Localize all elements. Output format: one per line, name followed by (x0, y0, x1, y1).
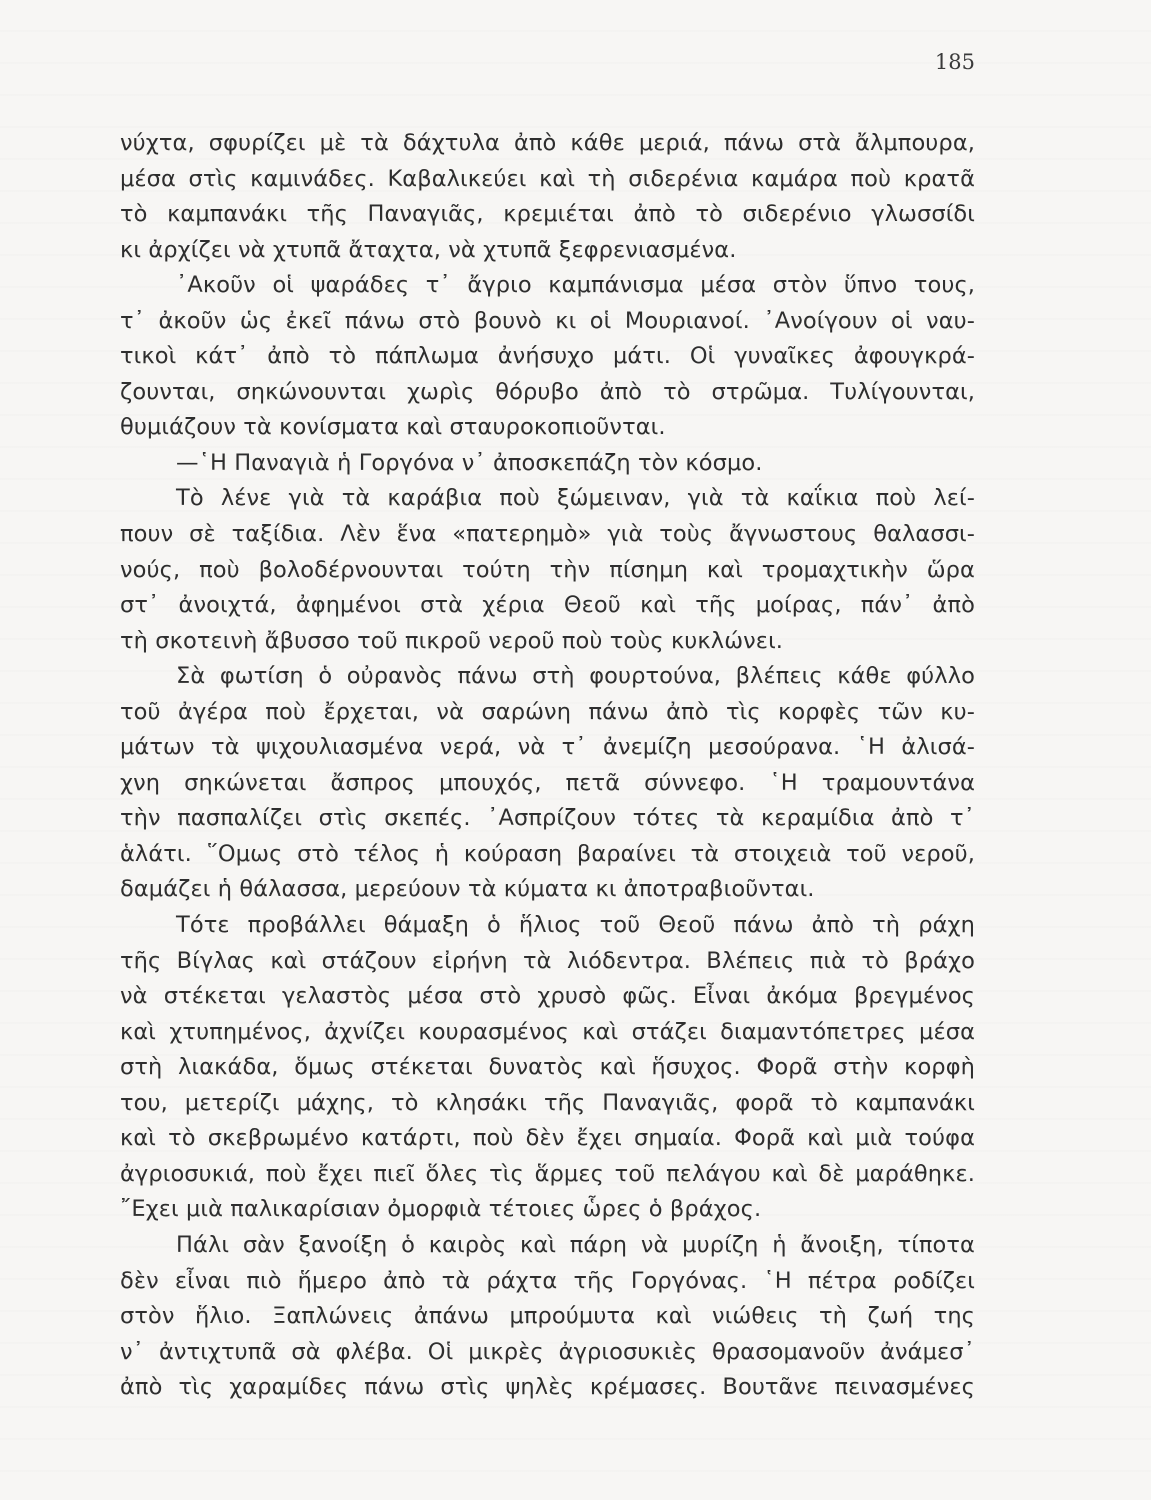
text-line: δὲν εἶναι πιὸ ἥμερο ἀπὸ τὰ ράχτα τῆς Γοργόνας. ῾Η πέτρα ροδίζει (120, 1267, 975, 1294)
text-line: Τότε προβάλλει θάμαξη ὁ ἥλιος τοῦ Θεοῦ πάνω ἀπὸ τὴ ράχη (176, 912, 975, 939)
text-line: νύχτα, σφυρίζει μὲ τὰ δάχτυλα ἀπὸ κάθε μεριά, πάνω στὰ ἄλμπουρα, (120, 130, 975, 156)
text-line: ἀπὸ τὶς χαραμίδες πάνω στὶς ψηλὲς κρέμασες. Βουτᾶνε πεινασμένες (120, 1374, 975, 1401)
text-line: ᾿Ακοῦν οἱ ψαράδες τ᾿ ἄγριο καμπάνισμα μέσα στὸν ὕπνο τους, (176, 272, 975, 299)
text-line: χνη σηκώνεται ἄσπρος μπουχός, πετᾶ σύννεφο. ῾Η τραμουντάνα (120, 769, 975, 796)
text-line: τὴ σκοτεινὴ ἄβυσσο τοῦ πικροῦ νεροῦ ποὺ τοὺς κυκλώνει. (120, 627, 784, 654)
text-line: ῎Εχει μιὰ παλικαρίσιαν ὀμορφιὰ τέτοιες ὧρες ὁ βράχος. (120, 1196, 762, 1223)
text-line: ν᾿ ἀντιχτυπᾶ σὰ φλέβα. Οἱ μικρὲς ἀγριοσυκιὲς θρασομανοῦν ἀνάμεσ᾿ (120, 1338, 975, 1365)
text-line: —῾Η Παναγιὰ ἡ Γοργόνα ν᾿ ἀποσκεπάζη τὸν κόσμο. (176, 449, 763, 476)
text-line: δαμάζει ἡ θάλασσα, μερεύουν τὰ κύματα κι ἀποτραβιοῦνται. (120, 876, 815, 903)
text-line: ἁλάτι. ῞Ομως στὸ τέλος ἡ κούραση βαραίνει τὰ στοιχειὰ τοῦ νεροῦ, (120, 840, 975, 867)
text-line: καὶ τὸ σκεβρωμένο κατάρτι, ποὺ δὲν ἔχει σημαία. Φορᾶ καὶ μιὰ τούφα (120, 1125, 975, 1152)
text-line: μάτων τὰ ψιχουλιασμένα νερά, νὰ τ᾿ ἀνεμίζη μεσούρανα. ῾Η ἀλισά- (120, 734, 975, 761)
text-line: Πάλι σὰν ξανοίξη ὁ καιρὸς καὶ πάρη νὰ μυρίζη ἡ ἄνοιξη, τίποτα (176, 1231, 975, 1258)
text-line: κι ἀρχίζει νὰ χτυπᾶ ἄταχτα, νὰ χτυπᾶ ξεφρενιασμένα. (120, 236, 737, 263)
text-line: καὶ χτυπημένος, ἀχνίζει κουρασμένος καὶ στάζει διαμαντόπετρες μέσα (120, 1018, 975, 1045)
text-line: θυμιάζουν τὰ κονίσματα καὶ σταυροκοπιοῦνται. (120, 414, 666, 441)
text-line: τοῦ ἀγέρα ποὺ ἔρχεται, νὰ σαρώνη πάνω ἀπὸ τὶς κορφὲς τῶν κυ- (120, 698, 975, 725)
text-line: ἀγριοσυκιά, ποὺ ἔχει πιεῖ ὅλες τὶς ἅρμες τοῦ πελάγου καὶ δὲ μαράθηκε. (120, 1160, 975, 1187)
text-line: στ᾿ ἀνοιχτά, ἀφημένοι στὰ χέρια Θεοῦ καὶ τῆς μοίρας, πάν᾿ ἀπὸ (120, 592, 975, 619)
page-number: 185 (934, 50, 975, 74)
text-line: πουν σὲ ταξίδια. Λὲν ἕνα «πατερημὸ» γιὰ τοὺς ἄγνωστους θαλασσι- (120, 521, 975, 548)
text-line: ζουνται, σηκώνουνται χωρὶς θόρυβο ἀπὸ τὸ στρῶμα. Τυλίγουνται, (120, 378, 975, 405)
text-line: Σὰ φωτίση ὁ οὐρανὸς πάνω στὴ φουρτούνα, βλέπεις κάθε φύλλο (176, 663, 975, 690)
text-line: τ᾿ ἀκοῦν ὡς ἐκεῖ πάνω στὸ βουνὸ κι οἱ Μουριανοί. ᾿Ανοίγουν οἱ ναυ- (120, 307, 975, 334)
text-line: τῆς Βίγλας καὶ στάζουν εἰρήνη τὰ λιόδεντρα. Βλέπεις πιὰ τὸ βράχο (120, 947, 975, 974)
text-line: τὴν πασπαλίζει στὶς σκεπές. ᾿Ασπρίζουν τότες τὰ κεραμίδια ἀπὸ τ᾿ (120, 805, 975, 832)
text-line: μέσα στὶς καμινάδες. Καβαλικεύει καὶ τὴ σιδερένια καμάρα ποὺ κρατᾶ (120, 165, 975, 192)
text-line: στὴ λιακάδα, ὅμως στέκεται δυνατὸς καὶ ἥσυχος. Φορᾶ στὴν κορφὴ (120, 1054, 975, 1081)
text-line: νὰ στέκεται γελαστὸς μέσα στὸ χρυσὸ φῶς. Εἶναι ἀκόμα βρεγμένος (120, 983, 975, 1010)
text-line: νούς, ποὺ βολοδέρνουνται τούτη τὴν πίσημη καὶ τρομαχτικὴν ὥρα (120, 556, 975, 583)
text-line: τὸ καμπανάκι τῆς Παναγιᾶς, κρεμιέται ἀπὸ τὸ σιδερένιο γλωσσίδι (120, 201, 975, 228)
text-line: τικοὶ κάτ᾿ ἀπὸ τὸ πάπλωμα ἀνήσυχο μάτι. Οἱ γυναῖκες ἀφουγκρά- (120, 343, 975, 370)
body-text (120, 126, 975, 1406)
text-line: στὸν ἥλιο. Ξαπλώνεις ἀπάνω μπρούμυτα καὶ νιώθεις τὴ ζωή της (120, 1303, 975, 1330)
text-line: του, μετερίζι μάχης, τὸ κλησάκι τῆς Παναγιᾶς, φορᾶ τὸ καμπανάκι (120, 1089, 975, 1116)
text-line: Τὸ λένε γιὰ τὰ καράβια ποὺ ξώμειναν, γιὰ τὰ καΐκια ποὺ λεί- (176, 485, 975, 512)
